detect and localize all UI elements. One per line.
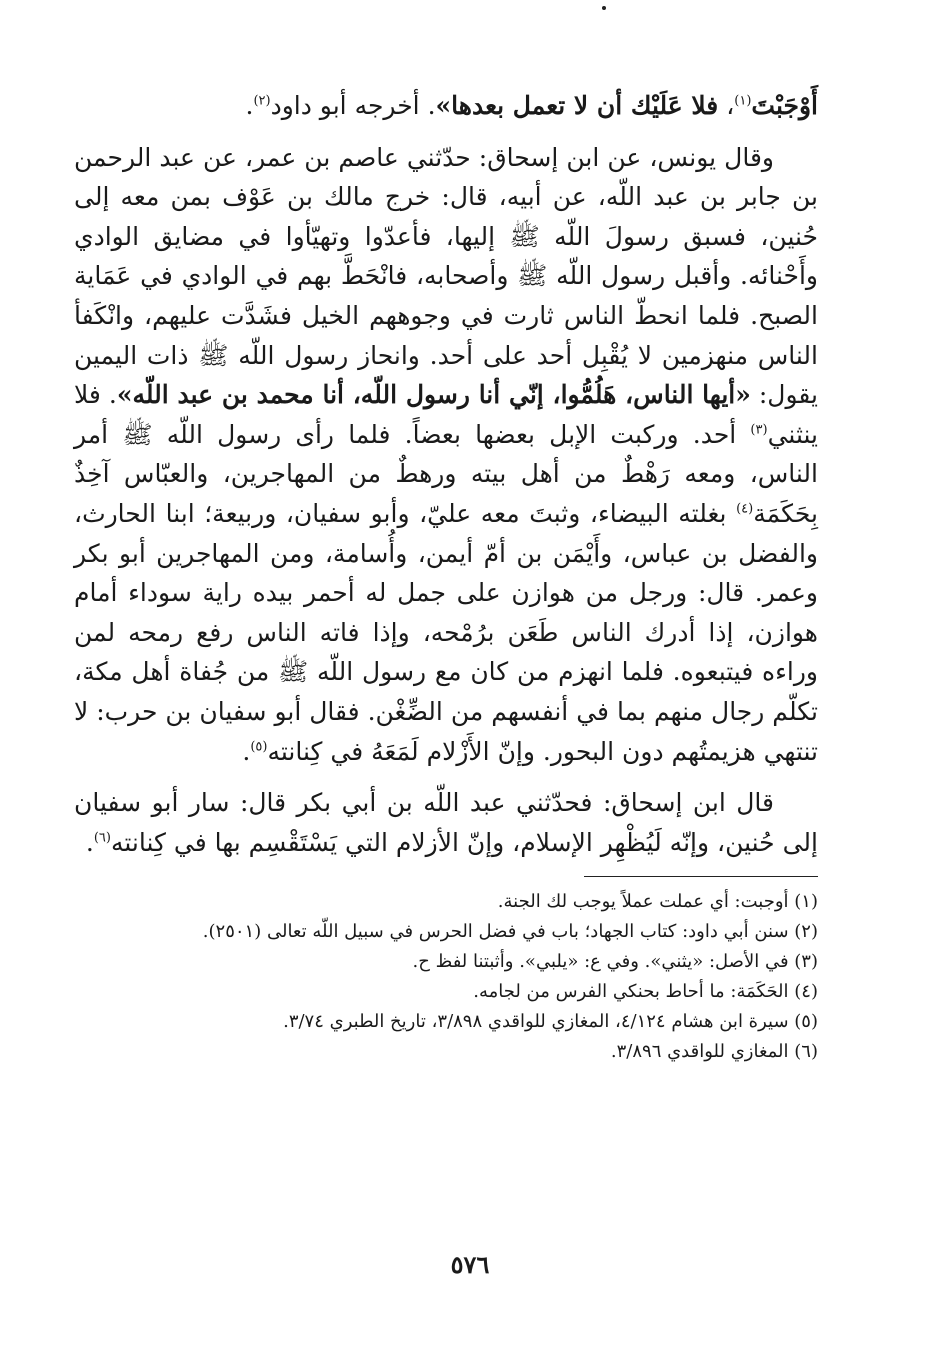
footnote-5: (٥) سيرة ابن هشام ٤/١٢٤، المغازي للواقدي ٣/٨٩٨، تاريخ الطبري ٣/٧٤.: [283, 1011, 818, 1033]
footnote-reference: (٤): [736, 501, 754, 517]
text-run: .: [245, 91, 254, 120]
footnote-reference: (١): [734, 93, 752, 109]
text-run: . فلا ينثني: [74, 380, 818, 449]
footnote-reference: (٢): [253, 93, 271, 109]
footnote-1: (١) أوجبت: أي عملت عملاً يوجب لك الجنة.: [497, 891, 818, 913]
paragraph-2: [74, 138, 818, 772]
text-run: .: [242, 736, 251, 766]
text-run: وقال يونس، عن ابن إسحاق: حدّثني عاصم بن عمر، عن عبد الرحمن بن جابر بن عبد اللّه، عن أبيه، قال: خرج مالك بن عَوْف بمن معه إلى حُنين، فسبق رسولَ اللّه ﷺ إليها، فأعدّوا وتهيّأوا في مضايق الوادي وأَحْنائه. وأقبل رسول اللّه ﷺ وأصحابه، فانْحَطَّ بهم في الوادي في عَمَاية الصبح. فلما انحطّ الناس ثارت في وجوههم الخيل فشَدَّت عليهم، وانْكَفأ الناس منهزمين لا يُقْبِل أحد على أحد. وانحاز رسول اللّه ﷺ ذات اليمين يقول:: [74, 142, 818, 410]
footnote-reference: (٥): [250, 739, 268, 755]
footnote-6: (٦) المغازي للواقدي ٣/٨٩٦.: [610, 1041, 818, 1063]
text-run: أحد. وركبت الإبل بعضها بعضاً. فلما رأى رسول اللّه ﷺ أمر الناس، ومعه رَهْطٌ من أهل بيته ورهطٌ من المهاجرين، والعبّاس آخِذٌ بِحَكَمَة: [74, 419, 818, 528]
text-run: بغلته البيضاء، وثبتَ معه عليّ، وأبو سفيان، وربيعة؛ ابنا الحارث، والفضل بن عباس، وأَيْمَن بن أمّ أيمن، وأُسامة، ومن المهاجرين أبو بكر وعمر. قال: ورجل من هوازن على جمل له أحمر بيده راية سوداء أمام هوازن، إذا أدرك الناس طَعَن برُمْحه، وإذا فاته الناس رفع رمحه لمن وراءه فيتبعوه. فلما انهزم من كان مع رسول اللّه ﷺ من جُفاة أهل مكة، تكلّم رجال منهم بما في أنفسهم من الضِّغْن. فقال أبو سفيان بن حرب: لا تنتهي هزيمتُهم دون البحور. وإنّ الأَزْلام لَمَعَهُ في كِنانته: [74, 498, 818, 766]
page-number: ٥٧٦: [450, 1250, 490, 1279]
bold-text-run: فلا عَلَيْك أن لا تعمل بعدها»: [435, 91, 719, 120]
main-text: [74, 86, 818, 862]
footnote-divider: [584, 876, 818, 877]
footnote-4: (٤) الحَكَمَة: ما أحاط بحنكي الفرس من لجامه.: [473, 981, 818, 1003]
text-run: .: [85, 827, 94, 857]
text-run: قال ابن إسحاق: فحدّثني عبد اللّه بن أبي بكر قال: سار أبو سفيان إلى حُنين، وإنّه لَيُظْهِر الإسلام، وإنّ الأزلام التي يَسْتَقْسِم بها في كِنانته: [74, 788, 818, 857]
paragraph-1: [74, 86, 818, 126]
footnote-reference: (٦): [93, 830, 111, 846]
paragraph-3: [74, 783, 818, 862]
text-run: . أخرجه أبو داود: [270, 91, 436, 120]
bold-text-run: «أيها الناس، هَلُمُّوا، إنّي أنا رسول اللّه، أنا محمد بن عبد اللّه»: [116, 380, 751, 410]
top-dot-mark: [602, 6, 606, 10]
page-content: [74, 86, 818, 1067]
footnote-2: (٢) سنن أبي داود: كتاب الجهاد؛ باب في فضل الحرس في سبيل اللّه تعالى (٢٥٠١).: [202, 921, 818, 943]
footnote-3: (٣) في الأصل: «يثني». وفي ع: «يلبي». وأثبتنا لفظ ح.: [412, 951, 818, 973]
bold-text-run: أَوْجَبْتَ: [751, 91, 818, 120]
footnote-reference: (٣): [750, 422, 768, 438]
text-run: ،: [718, 91, 735, 120]
footnotes-list: [74, 887, 818, 1067]
